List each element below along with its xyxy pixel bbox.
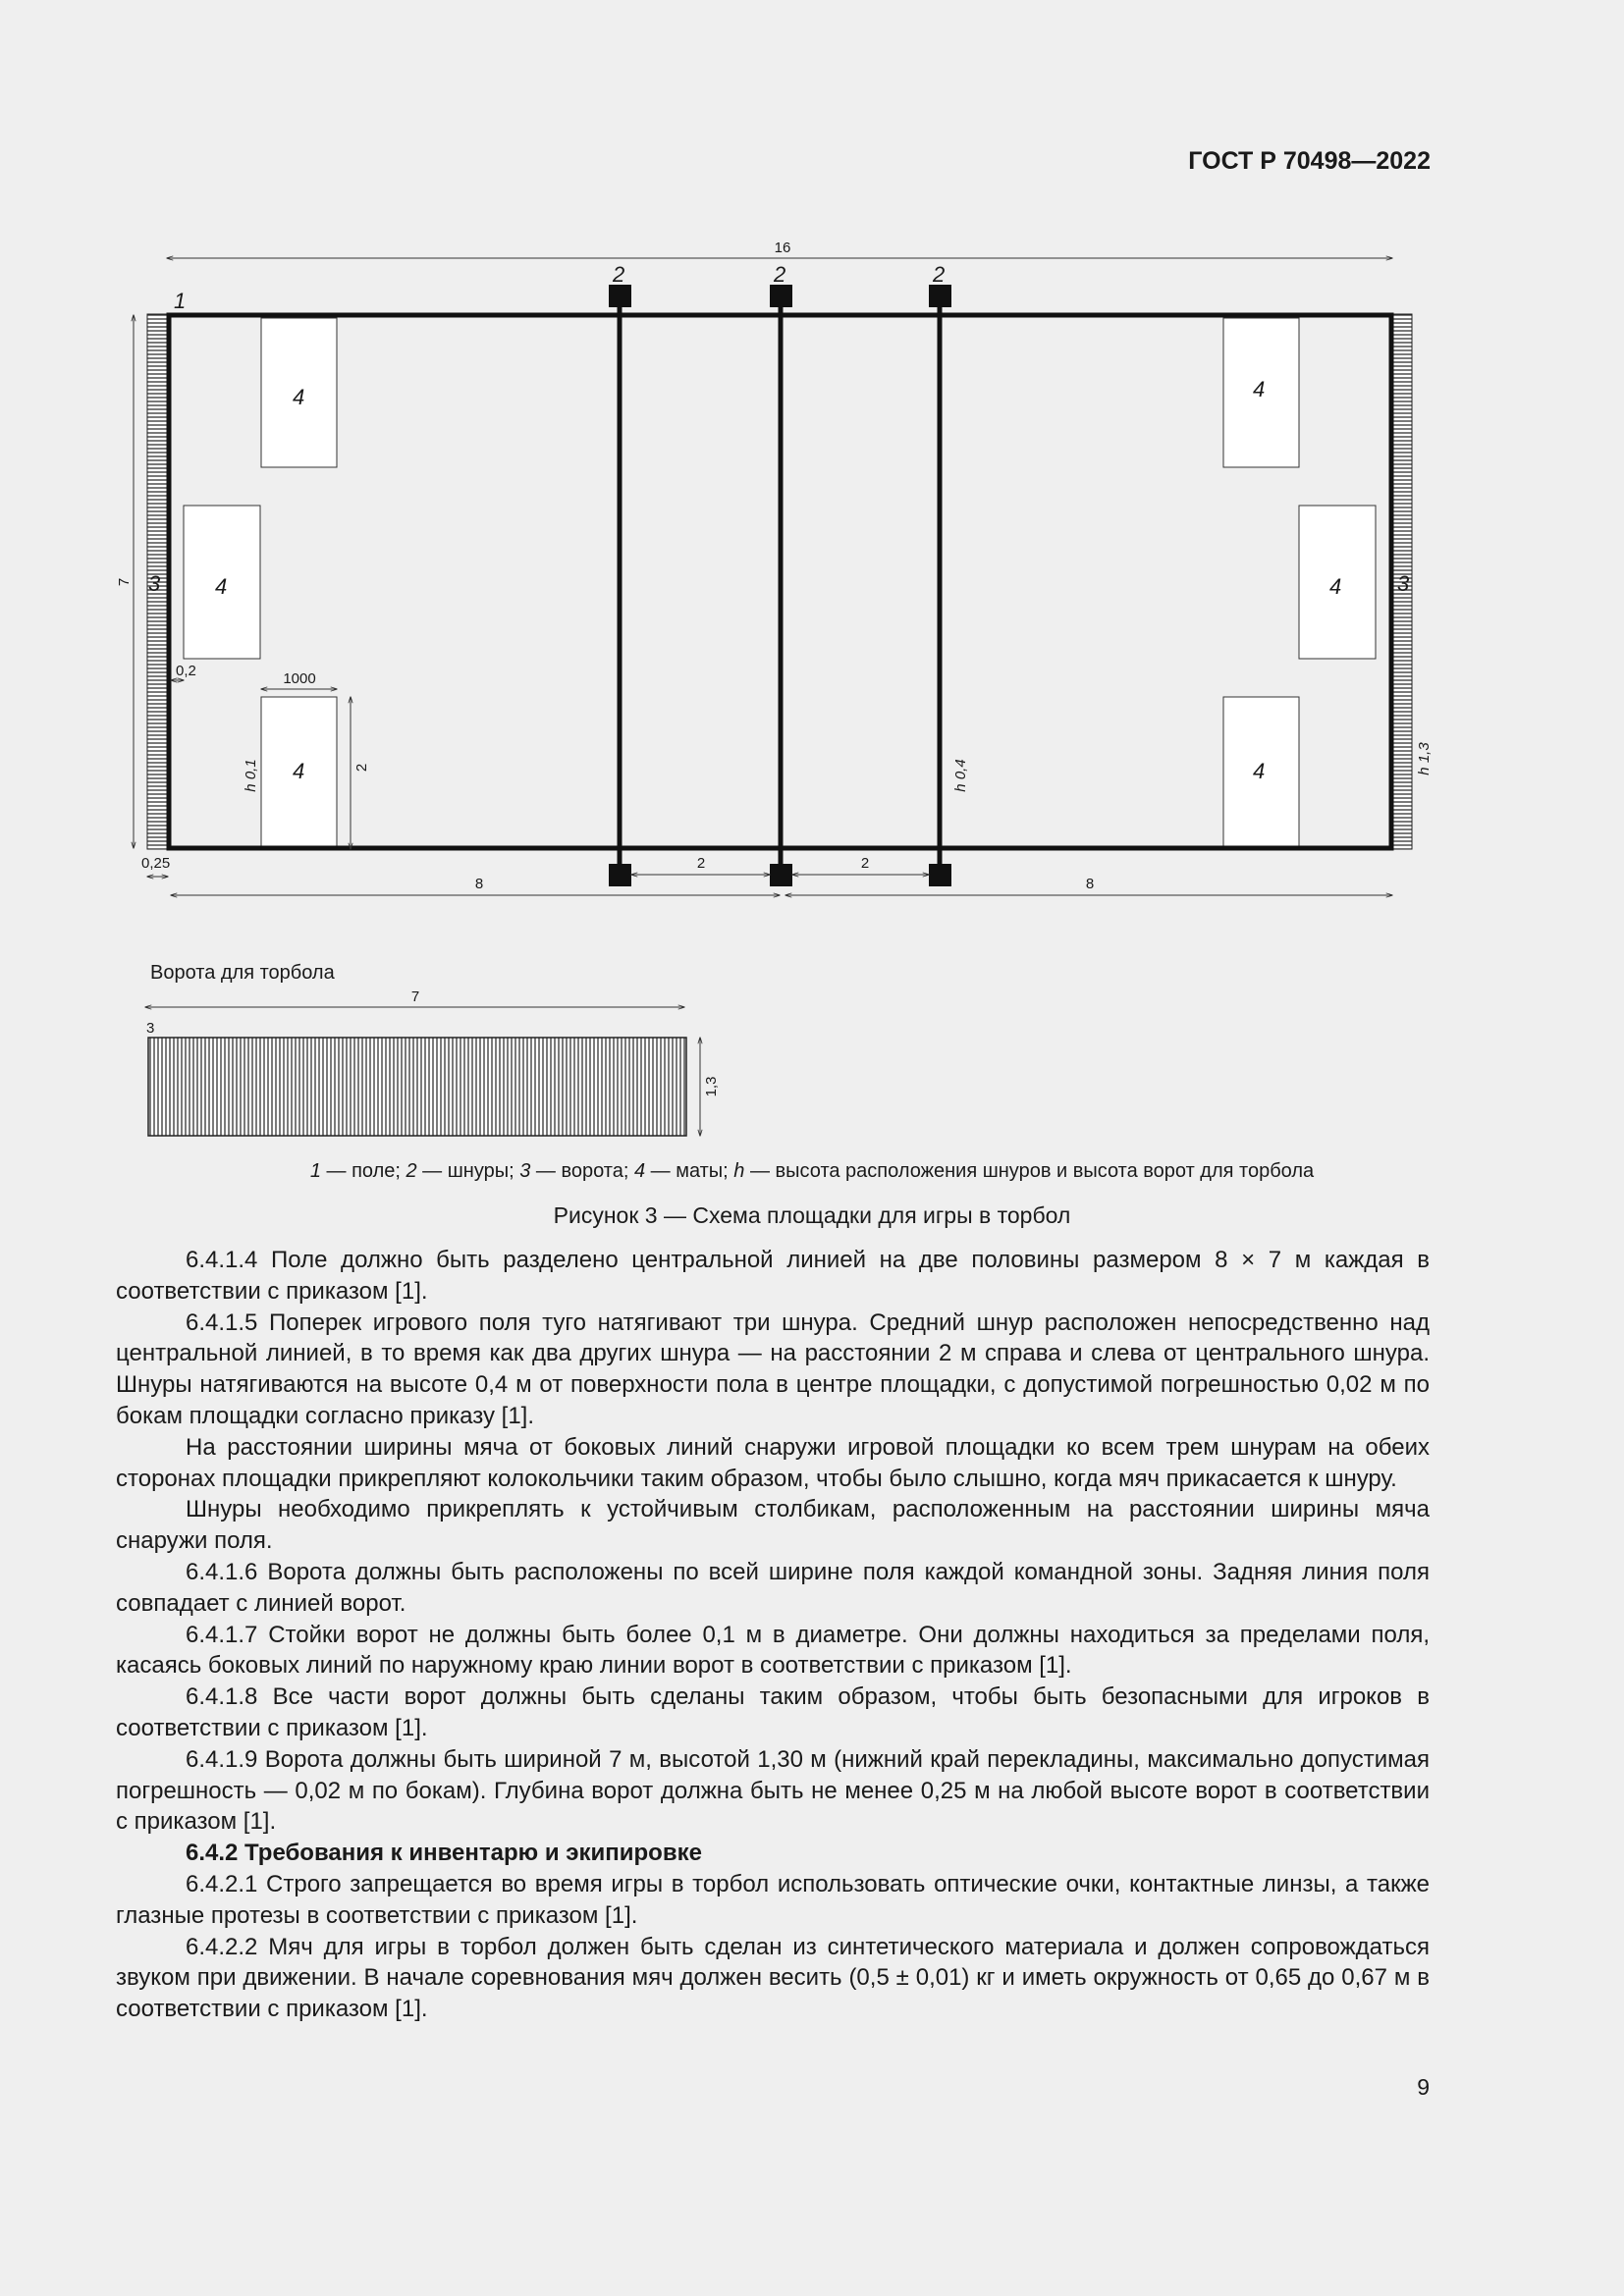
legend-num-h: h: [733, 1160, 745, 1182]
legend-text-3: — ворота;: [530, 1160, 634, 1182]
standard-header: ГОСТ Р 70498—2022: [1188, 147, 1431, 175]
paragraph: На расстоянии ширины мяча от боковых линий снаружи игровой площадки ко всем трем шнурам на обеих сторонах площадки прикрепляют колокольчики таким образом, чтобы было слышно, когда мяч прикасается к шнуру.: [116, 1433, 1430, 1492]
label-cord-2: 2: [774, 262, 786, 287]
figure-caption: Рисунок 3 — Схема площадки для игры в торбол: [553, 1202, 1071, 1228]
legend-num-3: 3: [519, 1160, 531, 1182]
label-mat-2: 4: [215, 574, 228, 599]
dim-h-mat: h 0,1: [243, 759, 259, 792]
post-center-top: [770, 285, 792, 307]
label-mat-5: 4: [1329, 574, 1342, 599]
label-mat-6: 4: [1253, 759, 1266, 783]
paragraph: 6.4.2.2 Мяч для игры в торбол должен быть сделан из синтетического материала и должен сопровождаться звуком при движении. В начале соревнования мяч должен весить (0,5 ± 0,01) кг и иметь окружность от 0,65 до 0,67 м в соответствии с приказом [1].: [116, 1933, 1430, 2023]
section-heading: 6.4.2 Требования к инвентарю и экипировке: [186, 1840, 702, 1867]
label-mat-3: 4: [293, 759, 305, 783]
dim-h-cord: h 0,4: [952, 759, 969, 792]
dim-total-length: 16: [774, 240, 791, 256]
dim-cord-gap-left: 2: [696, 855, 706, 872]
label-mat-1: 4: [293, 385, 305, 409]
label-goal-right: 3: [1397, 571, 1410, 596]
figure-legend: [0, 1160, 1624, 1183]
label-cord-3: 2: [933, 262, 946, 287]
legend-text-2: — шнуры;: [416, 1160, 520, 1182]
legend-text-1: — поле;: [320, 1160, 406, 1182]
dim-h-goal: h 1,3: [1416, 742, 1433, 775]
dim-cord-gap-right: 2: [860, 855, 870, 872]
paragraph: 6.4.1.9 Ворота должны быть шириной 7 м, высотой 1,30 м (нижний край перекладины, максимально допустимая погрешность — 0,02 м по бокам). Глубина ворот должна быть не менее 0,25 м на любой высоте ворот в соответствии с приказом [1].: [116, 1745, 1430, 1836]
legend-num-4: 4: [633, 1160, 646, 1182]
goal-detail-height: 1,3: [703, 1076, 720, 1097]
dim-half-left: 8: [474, 876, 484, 892]
dim-goal-depth: 0,25: [141, 855, 171, 872]
goal-detail-width: 7: [410, 988, 420, 1005]
paragraph: 6.4.1.5 Поперек игрового поля туго натягивают три шнура. Средний шнур расположен непосредственно над центральной линией, в то время как два других шнура — на расстоянии 2 м справа и слева от центрального шнура. Шнуры натягиваются на высоте 0,4 м от поверхности пола в центре площадки, с допустимой погрешностью 0,02 м по бокам площадки согласно приказу [1].: [116, 1308, 1430, 1429]
label-field: 1: [174, 289, 187, 313]
paragraph: Шнуры необходимо прикреплять к устойчивым столбикам, расположенным на расстоянии ширины мяча снаружи поля.: [116, 1496, 1430, 1555]
legend-text-h: — высота расположения шнуров и высота ворот для торбола: [744, 1160, 1315, 1182]
dim-mat-length: 2: [353, 763, 370, 773]
paragraph: 6.4.1.6 Ворота должны быть расположены по всей ширине поля каждой командной зоны. Задняя линия поля совпадает с линией ворот.: [116, 1558, 1430, 1617]
legend-text-4: — маты;: [645, 1160, 734, 1182]
post-right-top: [929, 285, 951, 307]
body-text: [116, 1245, 1430, 2025]
paragraph: 6.4.1.4 Поле должно быть разделено центральной линией на две половины размером 8 × 7 м каждая в соответствии с приказом [1].: [116, 1247, 1430, 1305]
legend-num-2: 2: [406, 1160, 417, 1182]
label-mat-4: 4: [1253, 377, 1266, 401]
dim-mat-offset: 0,2: [176, 663, 196, 679]
post-left-top: [609, 285, 631, 307]
legend-num-1: 1: [309, 1160, 321, 1182]
goal-detail-title: Ворота для торбола: [150, 962, 335, 984]
dim-width: 7: [116, 577, 133, 587]
goal-detail-label: 3: [146, 1020, 155, 1037]
paragraph: 6.4.2.1 Строго запрещается во время игры в торбол использовать оптические очки, контактные линзы, а также глазные протезы в соответствии с приказом [1].: [116, 1870, 1430, 1929]
label-goal-left: 3: [148, 571, 161, 596]
post-center-bottom: [770, 864, 792, 886]
goal-detail-net: [148, 1038, 686, 1136]
paragraph: 6.4.1.7 Стойки ворот не должны быть более 0,1 м в диаметре. Они должны находиться за пределами поля, касаясь боковых линий по наружному краю линии ворот в соответствии с приказом [1].: [116, 1621, 1430, 1680]
dim-mat-width: 1000: [283, 670, 316, 687]
post-right-bottom: [929, 864, 951, 886]
label-cord-1: 2: [613, 262, 625, 287]
post-left-bottom: [609, 864, 631, 886]
paragraph: 6.4.1.8 Все части ворот должны быть сделаны таким образом, чтобы быть безопасными для игроков в соответствии с приказом [1].: [116, 1683, 1430, 1741]
dim-half-right: 8: [1085, 876, 1095, 892]
page-number: 9: [1417, 2074, 1430, 2100]
